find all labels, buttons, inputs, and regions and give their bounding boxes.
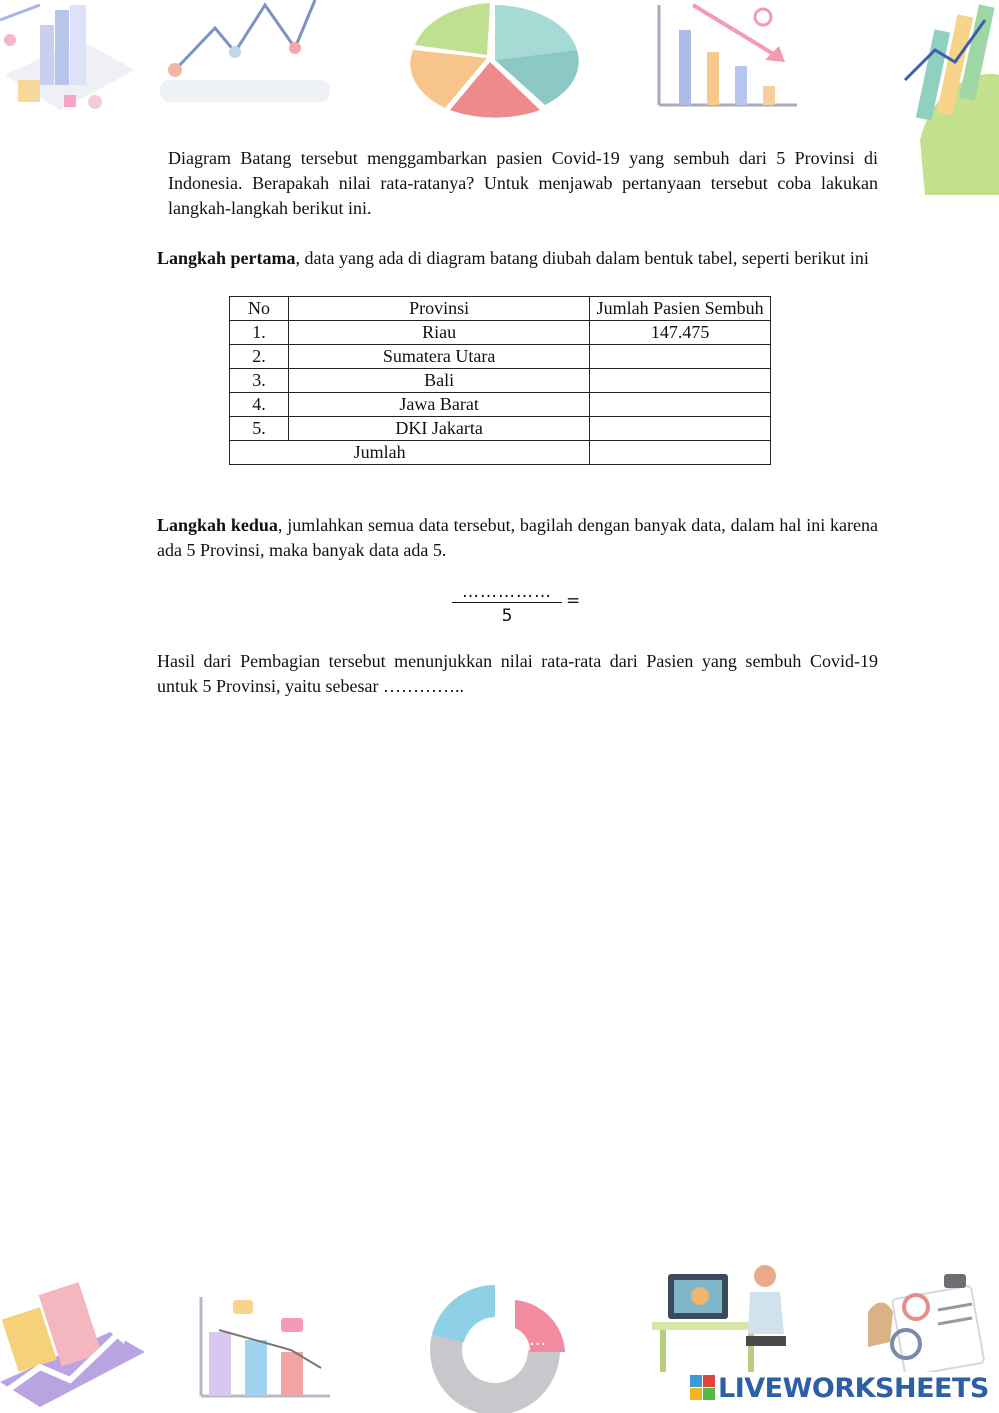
cell-no: 2. [230, 345, 289, 369]
step-one-label: Langkah pertama [157, 248, 296, 268]
header-no: No [230, 297, 289, 321]
cell-provinsi: Sumatera Utara [288, 345, 589, 369]
cell-no: 5. [230, 417, 289, 441]
table-row [230, 321, 771, 345]
mean-fraction [452, 582, 587, 628]
total-label: Jumlah [230, 441, 590, 465]
table-total-row [230, 441, 771, 465]
cell-provinsi: DKI Jakarta [288, 417, 589, 441]
fraction-bar [452, 602, 562, 603]
answer-input-jumlah[interactable] [590, 441, 771, 465]
intro-paragraph: Diagram Batang tersebut menggambarkan pasien Covid-19 yang sembuh dari 5 Provinsi di Indonesia. Berapakah nilai rata-ratanya? Untuk menjawab pertanyaan tersebut coba lakukan langkah-langkah berikut ini. [168, 148, 878, 218]
equals-sign: = [566, 591, 581, 611]
isometric-blocks-illustration [0, 1272, 150, 1413]
patient-table [229, 296, 771, 465]
cell-jumlah: 147.475 [590, 321, 771, 345]
cell-provinsi: Bali [288, 369, 589, 393]
table-row [230, 393, 771, 417]
clipboard-search-illustration [868, 1272, 999, 1372]
brand-name: LIVEWORKSHEETS [718, 1372, 989, 1404]
fraction-denominator: 5 [501, 606, 513, 626]
bar-chart-down-illustration [655, 0, 800, 115]
answer-input-sumatera-utara[interactable] [590, 345, 771, 369]
step-two-text: , jumlahkan semua data tersebut, bagilah dengan banyak data, dalam hal ini karena ada 5 Provinsi, maka banyak data ada 5. [157, 515, 879, 560]
table-row [230, 345, 771, 369]
answer-input-jawa-barat[interactable] [590, 393, 771, 417]
person-at-computer-illustration [650, 1262, 810, 1372]
table-row [230, 417, 771, 441]
table-row [230, 369, 771, 393]
step-two-paragraph [157, 513, 878, 563]
cell-provinsi: Jawa Barat [288, 393, 589, 417]
cell-provinsi: Riau [288, 321, 589, 345]
pie-chart-illustration [405, 0, 585, 125]
growth-chart-illustration [895, 0, 999, 195]
answer-input-dki-jakarta[interactable] [590, 417, 771, 441]
isometric-chart-illustration [0, 0, 140, 135]
step-two-label: Langkah kedua [157, 515, 278, 535]
step-one-text: , data yang ada di diagram batang diubah dalam bentuk tabel, seperti berikut ini [295, 248, 869, 268]
table-header-row [230, 297, 771, 321]
header-jumlah: Jumlah Pasien Sembuh [590, 297, 771, 321]
header-provinsi: Provinsi [288, 297, 589, 321]
liveworksheets-logo-icon [690, 1375, 716, 1401]
cell-no: 1. [230, 321, 289, 345]
cell-no: 3. [230, 369, 289, 393]
line-chart-illustration [155, 0, 335, 110]
cell-no: 4. [230, 393, 289, 417]
donut-chart-illustration [420, 1280, 570, 1413]
svg-text:...: ... [529, 1329, 547, 1350]
answer-input-bali[interactable] [590, 369, 771, 393]
bar-line-chart-illustration [195, 1292, 335, 1413]
liveworksheets-brand [690, 1372, 989, 1404]
fraction-numerator-input[interactable]: …………… [462, 582, 552, 602]
step-one-paragraph [157, 246, 878, 271]
conclusion-paragraph: Hasil dari Pembagian tersebut menunjukkan nilai rata-rata dari Pasien yang sembuh Covid-19 untuk 5 Provinsi, yaitu sebesar ………….. [157, 651, 878, 696]
